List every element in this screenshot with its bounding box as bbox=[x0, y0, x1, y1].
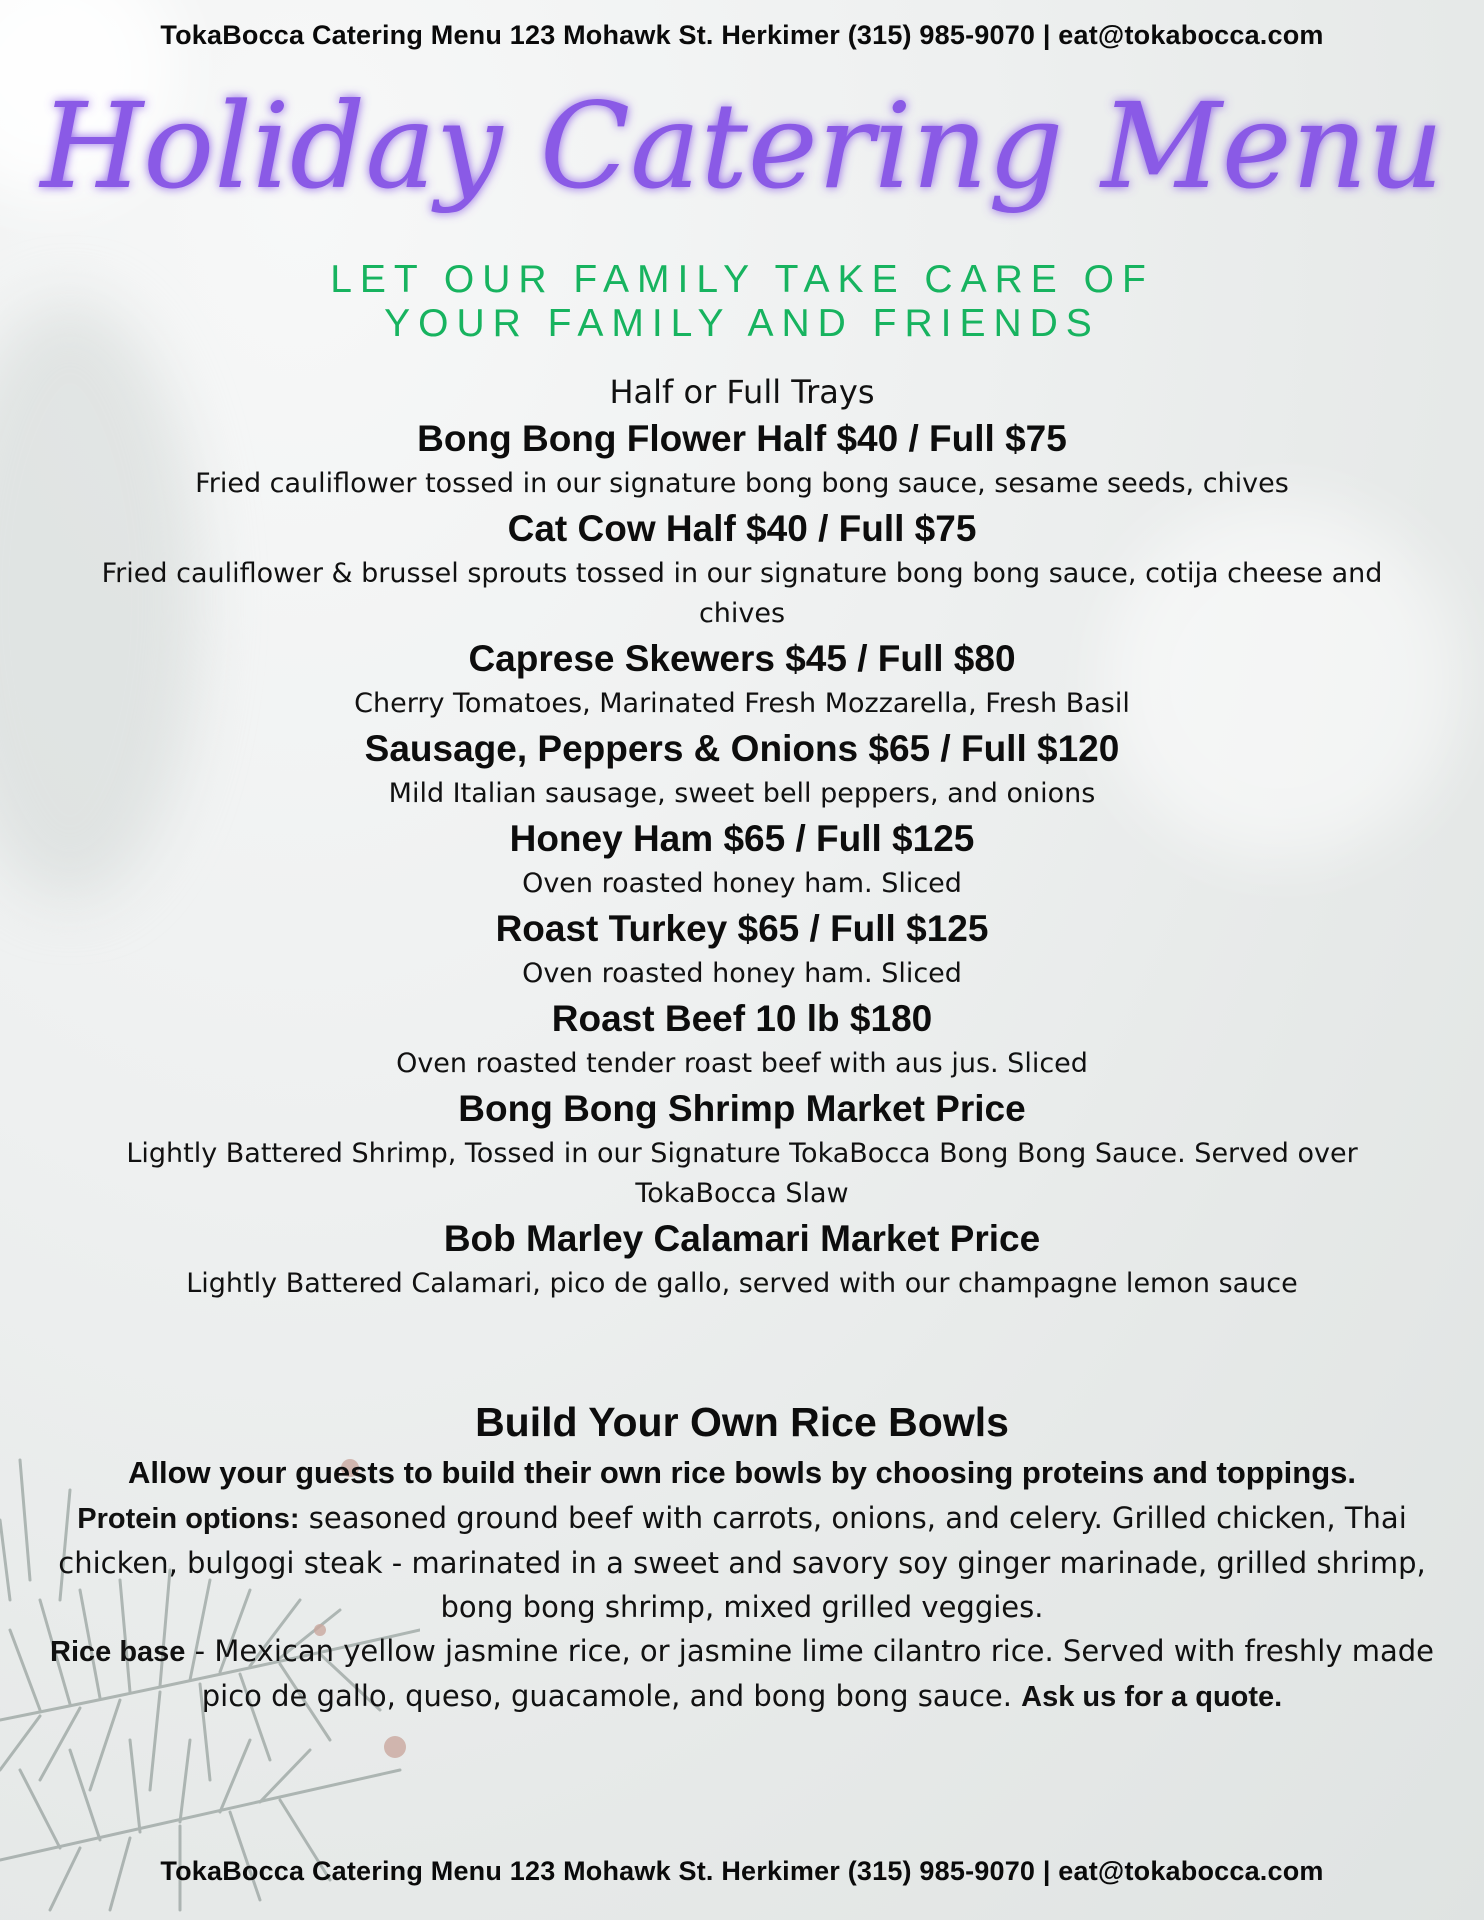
menu-item-name: Sausage, Peppers & Onions $65 / Full $120 bbox=[364, 728, 1120, 769]
menu-subtitle: Half or Full Trays bbox=[609, 373, 875, 411]
menu-item-name: Roast Turkey $65 / Full $125 bbox=[495, 908, 989, 949]
menu-item-description: Lightly Battered Calamari, pico de gallo, served with our champagne lemon sauce bbox=[186, 1268, 1298, 1299]
rice-bowls-section bbox=[30, 1394, 1454, 1719]
quote-callout: Ask us for a quote. bbox=[1021, 1681, 1283, 1713]
menu-item-description: Oven roasted honey ham. Sliced bbox=[522, 958, 962, 989]
menu-item-name: Roast Beef 10 lb $180 bbox=[551, 998, 933, 1039]
menu-item-name: Honey Ham $65 / Full $125 bbox=[509, 818, 975, 859]
menu-item-description: Cherry Tomatoes, Marinated Fresh Mozzarella, Fresh Basil bbox=[354, 688, 1130, 719]
protein-options-paragraph bbox=[30, 1496, 1454, 1629]
menu-item-name: Bob Marley Calamari Market Price bbox=[443, 1218, 1041, 1259]
protein-options-label: Protein options: bbox=[77, 1503, 300, 1535]
menu-item-description: Lightly Battered Shrimp, Tossed in our Signature TokaBocca Bong Bong Sauce. Served over TokaBocca Slaw bbox=[126, 1138, 1358, 1209]
rice-base-paragraph bbox=[30, 1629, 1454, 1719]
menu-item-name: Caprese Skewers $45 / Full $80 bbox=[468, 638, 1016, 679]
menu-item-description: Oven roasted tender roast beef with aus jus. Sliced bbox=[396, 1048, 1088, 1079]
rice-base-text: - Mexican yellow jasmine rice, or jasmine lime cilantro rice. Served with freshly made pico de gallo, queso, guacamole, and bong bong sauce. bbox=[185, 1634, 1434, 1713]
rice-bowls-intro: Allow your guests to build their own rice bowls by choosing proteins and toppings. bbox=[128, 1455, 1356, 1490]
tagline bbox=[0, 258, 1484, 346]
menu-item-description: Oven roasted honey ham. Sliced bbox=[522, 868, 962, 899]
contact-header: TokaBocca Catering Menu 123 Mohawk St. Herkimer (315) 985-9070 | eat@tokabocca.com bbox=[160, 20, 1324, 50]
menu-item-name: Cat Cow Half $40 / Full $75 bbox=[507, 508, 977, 549]
title-text: Holiday Catering Menu bbox=[40, 77, 1444, 215]
tagline-line-1: LET OUR FAMILY TAKE CARE OF bbox=[330, 258, 1154, 301]
menu-item-description: Fried cauliflower tossed in our signature bong bong sauce, sesame seeds, chives bbox=[195, 468, 1289, 499]
contact-footer: TokaBocca Catering Menu 123 Mohawk St. Herkimer (315) 985-9070 | eat@tokabocca.com bbox=[160, 1856, 1324, 1886]
menu-item-name: Bong Bong Flower Half $40 / Full $75 bbox=[417, 418, 1067, 459]
menu-item-description: Fried cauliflower & brussel sprouts tossed in our signature bong bong sauce, cotija cheese and chives bbox=[101, 558, 1383, 629]
holiday-catering-menu-title bbox=[0, 62, 1484, 262]
rice-base-label: Rice base bbox=[50, 1636, 186, 1668]
tagline-line-2: YOUR FAMILY AND FRIENDS bbox=[384, 302, 1100, 345]
menu-item-description: Mild Italian sausage, sweet bell peppers, and onions bbox=[388, 778, 1096, 809]
menu-item-name: Bong Bong Shrimp Market Price bbox=[458, 1088, 1026, 1129]
rice-bowls-heading: Build Your Own Rice Bowls bbox=[475, 1399, 1009, 1445]
protein-options-text: seasoned ground beef with carrots, onions, and celery. Grilled chicken, Thai chicken, bulgogi steak - marinated in a sweet and savory soy ginger marinade, grilled shrimp, bong bong shrimp, mixed grilled veggies. bbox=[58, 1501, 1426, 1624]
tray-menu-section bbox=[60, 370, 1424, 1304]
